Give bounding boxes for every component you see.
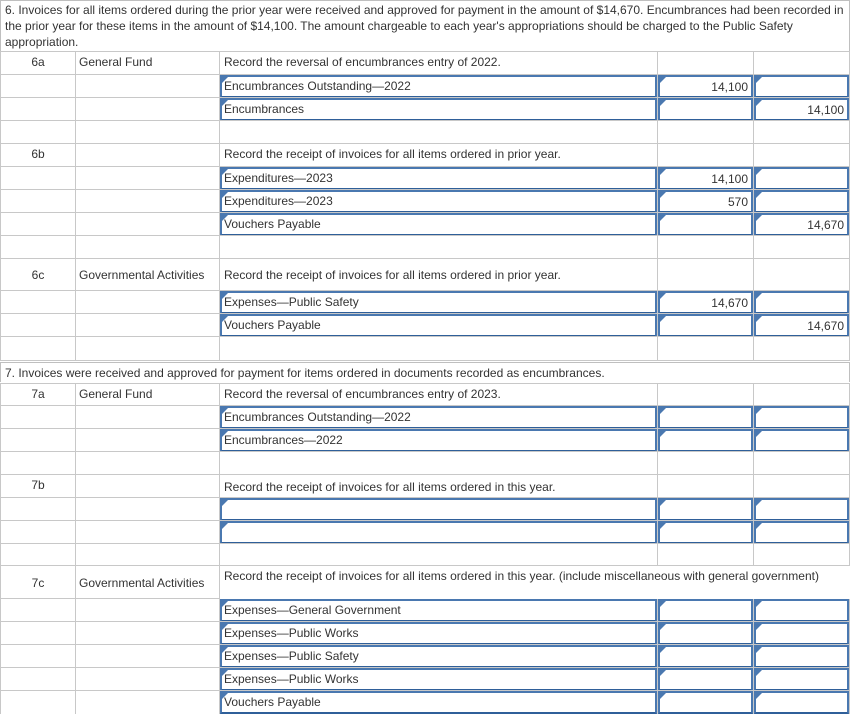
journal-line xyxy=(0,543,850,566)
journal-line xyxy=(0,212,850,236)
fund-label: General Fund xyxy=(75,384,219,406)
credit-input[interactable] xyxy=(754,645,849,668)
journal-line xyxy=(0,520,850,544)
fund-label: Governmental Activities xyxy=(75,259,219,291)
account-input[interactable]: Expenses—Public Works xyxy=(220,622,657,645)
account-input[interactable]: Encumbrances Outstanding—2022 xyxy=(220,75,657,98)
credit-input[interactable] xyxy=(754,429,849,452)
journal-line xyxy=(0,667,850,691)
credit-input[interactable] xyxy=(754,521,849,544)
entry-6b-header xyxy=(0,143,850,167)
journal-line xyxy=(0,428,850,452)
journal-line xyxy=(0,644,850,668)
credit-input[interactable] xyxy=(754,291,849,314)
credit-input[interactable]: 14,670 xyxy=(754,314,849,337)
journal-line xyxy=(0,74,850,98)
entry-description: Record the receipt of invoices for all items ordered in prior year. xyxy=(219,259,657,291)
debit-input[interactable]: 14,670 xyxy=(658,291,753,314)
credit-input[interactable] xyxy=(754,668,849,691)
entry-description: Record the receipt of invoices for all items ordered in this year. (include miscellaneous with general government) xyxy=(219,566,850,599)
account-input[interactable] xyxy=(220,521,657,544)
account-input[interactable]: Expenditures—2023 xyxy=(220,167,657,190)
question-6-text: 6. Invoices for all items ordered during the prior year were received and approved for payment in the amount of $14,670. Encumbrances had been recorded in the prior year for these items in the amount of $14,100. The amount chargeable to each year's appropriations should be charged to the Public Safety appropriation. xyxy=(0,0,850,51)
credit-input[interactable] xyxy=(754,622,849,645)
entry-description: Record the receipt of invoices for all items ordered in prior year. xyxy=(219,144,657,167)
account-input[interactable]: Expenditures—2023 xyxy=(220,190,657,213)
credit-input[interactable] xyxy=(754,599,849,622)
account-input[interactable]: Vouchers Payable xyxy=(220,314,657,337)
debit-input[interactable]: 14,100 xyxy=(658,167,753,190)
journal-line xyxy=(0,690,850,714)
entry-7a-header xyxy=(0,383,850,406)
debit-input[interactable] xyxy=(658,406,753,429)
account-input[interactable]: Expenses—Public Safety xyxy=(220,291,657,314)
entry-number: 7a xyxy=(0,384,75,406)
debit-input[interactable] xyxy=(658,98,753,121)
journal-line xyxy=(0,235,850,259)
credit-input[interactable] xyxy=(754,167,849,190)
credit-input[interactable]: 14,670 xyxy=(754,213,849,236)
account-input[interactable]: Encumbrances Outstanding—2022 xyxy=(220,406,657,429)
credit-input[interactable] xyxy=(754,406,849,429)
debit-input[interactable] xyxy=(658,314,753,337)
entry-number: 6b xyxy=(0,144,75,167)
debit-input[interactable] xyxy=(658,498,753,521)
debit-input[interactable] xyxy=(658,622,753,645)
journal-line xyxy=(0,166,850,190)
credit-input[interactable] xyxy=(754,190,849,213)
entry-description: Record the reversal of encumbrances entry of 2023. xyxy=(219,384,657,406)
journal-line xyxy=(0,313,850,337)
account-input[interactable] xyxy=(220,498,657,521)
journal-line xyxy=(0,621,850,645)
debit-input[interactable] xyxy=(658,599,753,622)
journal-line xyxy=(0,189,850,213)
debit-input[interactable]: 14,100 xyxy=(658,75,753,98)
debit-input[interactable] xyxy=(658,645,753,668)
credit-input[interactable]: 14,100 xyxy=(754,98,849,121)
journal-line xyxy=(0,405,850,429)
account-input[interactable]: Encumbrances xyxy=(220,98,657,121)
debit-input[interactable] xyxy=(658,668,753,691)
account-input[interactable]: Expenses—General Government xyxy=(220,599,657,622)
entry-6a-header xyxy=(0,51,850,75)
entry-number: 7b xyxy=(0,475,75,498)
debit-input[interactable] xyxy=(658,691,753,714)
journal-line xyxy=(0,497,850,521)
account-input[interactable]: Expenses—Public Works xyxy=(220,668,657,691)
account-input[interactable]: Vouchers Payable xyxy=(220,691,657,714)
credit-input[interactable] xyxy=(754,75,849,98)
question-7-text: 7. Invoices were received and approved for payment for items ordered in documents recorded as encumbrances. xyxy=(0,362,850,382)
account-input[interactable]: Vouchers Payable xyxy=(220,213,657,236)
journal-line xyxy=(0,451,850,475)
journal-line xyxy=(0,290,850,314)
entry-number: 6a xyxy=(0,52,75,75)
journal-line xyxy=(0,97,850,121)
debit-input[interactable] xyxy=(658,429,753,452)
account-input[interactable]: Encumbrances—2022 xyxy=(220,429,657,452)
entry-description: Record the reversal of encumbrances entry of 2022. xyxy=(219,52,657,75)
debit-input[interactable]: 570 xyxy=(658,190,753,213)
credit-input[interactable] xyxy=(754,498,849,521)
journal-line xyxy=(0,120,850,144)
entry-7c-header xyxy=(0,565,850,599)
credit-input[interactable] xyxy=(754,691,849,714)
account-input[interactable]: Expenses—Public Safety xyxy=(220,645,657,668)
debit-input[interactable] xyxy=(658,213,753,236)
fund-label: General Fund xyxy=(75,52,219,75)
entry-7b-header xyxy=(0,474,850,498)
fund-label: Governmental Activities xyxy=(75,566,219,599)
entry-description: Record the receipt of invoices for all items ordered in this year. xyxy=(219,475,657,498)
entry-number: 6c xyxy=(0,259,75,291)
journal-line xyxy=(0,598,850,622)
entry-6c-header xyxy=(0,258,850,291)
journal-line xyxy=(0,336,850,361)
debit-input[interactable] xyxy=(658,521,753,544)
entry-number: 7c xyxy=(0,566,75,599)
